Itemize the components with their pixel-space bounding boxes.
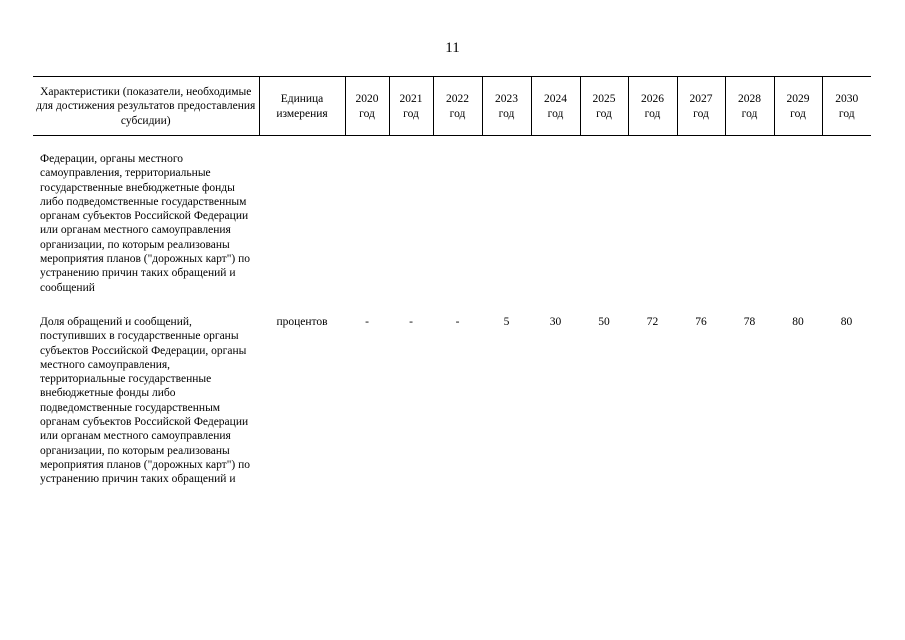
row-value [389,152,433,295]
row-value [677,152,725,295]
header-characteristic: Характеристики (показатели, необходимые для достижения результатов предоставления субсидии) [33,77,259,136]
header-year-2029: 2029 год [774,77,822,136]
header-year-2024: 2024 год [531,77,580,136]
header-year-2025: 2025 год [580,77,628,136]
row-value: 76 [695,315,707,328]
row-value: 50 [598,315,610,328]
header-unit: Единица измерения [259,77,345,136]
row-value: - [365,315,369,328]
header-year-2026: 2026 год [628,77,677,136]
header-year-2023: 2023 год [482,77,531,136]
table-header-row [33,77,871,136]
table-row [33,152,871,295]
row-value [628,152,677,295]
row-value: - [455,315,460,328]
row-value: 78 [743,315,756,328]
table-row [33,315,871,487]
row-value [482,152,531,295]
row-value [580,152,628,295]
row-unit [259,152,345,295]
row-value: 72 [646,315,659,328]
row-value: 80 [840,315,853,328]
header-year-2020: 2020 год [345,77,389,136]
row-unit: процентов [276,315,328,328]
row-value: 30 [549,315,562,328]
row-description: Федерации, органы местного самоуправления, территориальные государственные внебюджетные фонды либо подведомственные государственным органам субъектов Российской Федерации или органам местного самоуправления организации, по которым реализованы мероприятия планов ("дорожных карт") по устранению причин таких обращений и сообщений [40,153,251,294]
header-year-2030: 2030 год [822,77,871,136]
header-year-2022: 2022 год [433,77,482,136]
header-year-2021: 2021 год [389,77,433,136]
row-value: 80 [792,315,804,328]
row-value: - [409,315,413,328]
row-description: Доля обращений и сообщений, поступивших в государственные органы субъектов Российской Федерации, органы местного самоуправления, территориальные государственные внебюджетные фонды либо подведомственные государственным органам субъектов Российской Федерации или органам местного самоуправления организации, по которым реализованы мероприятия планов ("дорожных карт") по устранению причин таких обращений и [40,315,251,486]
page-number: 11 [445,40,460,56]
row-value [433,152,482,295]
header-year-2027: 2027 год [677,77,725,136]
header-year-2028: 2028 год [725,77,774,136]
row-value [725,152,774,295]
row-value [345,152,389,295]
row-value [531,152,580,295]
row-value [774,152,822,295]
row-value [822,152,871,295]
row-value: 5 [503,315,510,328]
indicators-table [33,76,871,487]
